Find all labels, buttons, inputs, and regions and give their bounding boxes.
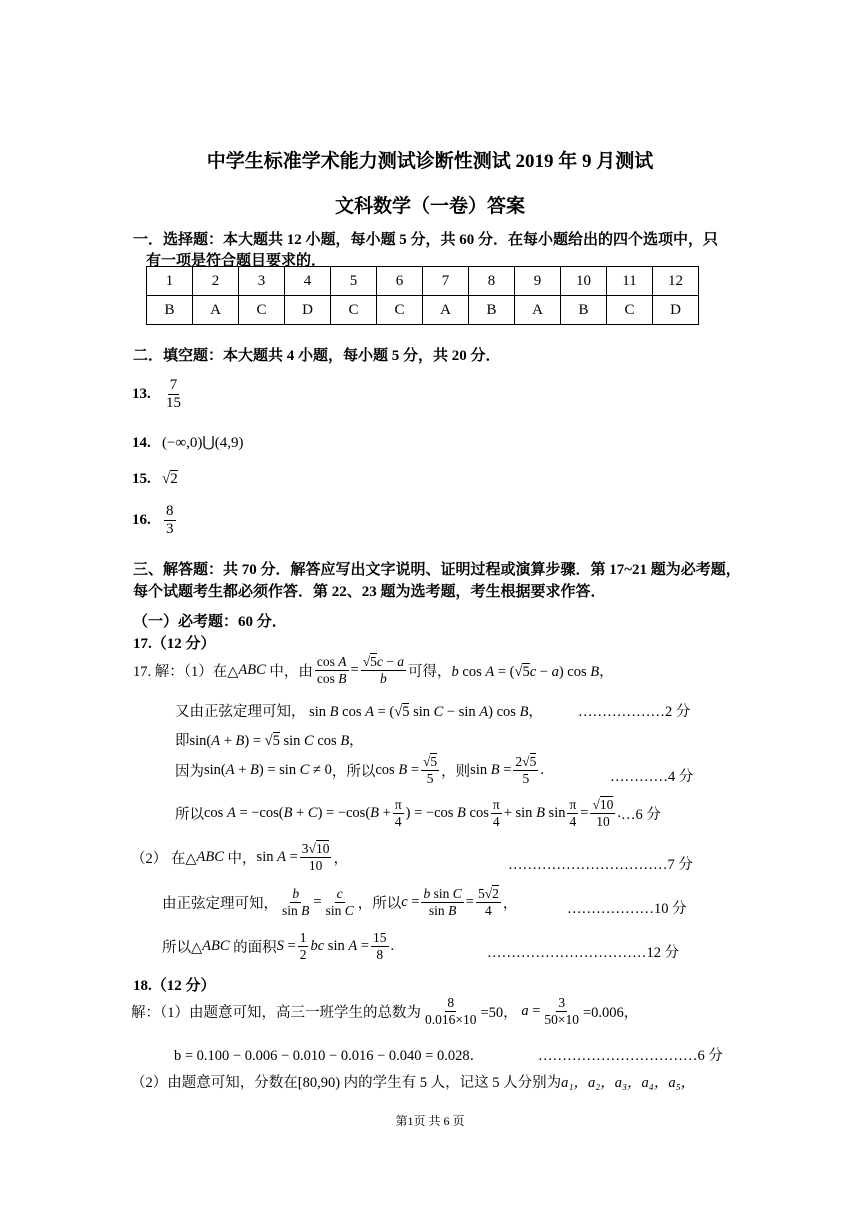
table-cell: 12 [653,267,699,296]
text: 可得， [408,663,452,680]
q17-heading: 17.（12 分） [133,636,216,652]
text: 由正弦定理可知， [162,895,278,912]
table-cell: 9 [515,267,561,296]
score-4: …………4 分 [610,769,694,785]
q18-line1: 解：（1）由题意可知，高三一班学生的总数为 $\frac{8}{0.016\times 10}$ =50， a = $\frac{3}{50\times 10}$ =0.006， [131,995,639,1027]
text: 中，由 [269,663,313,680]
text: 解：（1）由题意可知，高三一班学生的总数为 [131,1004,421,1021]
text: ，则 [441,763,471,780]
score-2: ………………2 分 [578,704,691,720]
page-title: 中学生标准学术能力测试诊断性测试 2019 年 9 月测试 [206,151,654,172]
answer-table-answer-row [147,296,699,325]
sqrt-sign: √ [162,471,171,487]
fraction: $\frac{\pi}{4}$ [569,797,577,829]
q17-line8: 所以△ ABC 的面积 S = $\frac{1}{2}$ bc sin A = $\frac{15}{8}$ . [162,930,395,962]
text: （2） 在△ [131,850,197,867]
score-7: ……………………………7 分 [508,857,693,873]
table-cell: B [561,296,607,325]
answer-15 [132,471,178,488]
table-cell: 11 [607,267,653,296]
section1-line1: 一．选择题：本大题共 12 小题，每小题 5 分，共 60 分．在每小题给出的四个选项中，只 [133,232,719,248]
q18-line2: b = 0.100 − 0.006 − 0.010 − 0.016 − 0.040 = 0.028． [174,1048,485,1064]
variables: a₁，a₂，a₃，a₄，a₅， [561,1075,696,1091]
answer-14 [132,433,243,452]
text: ，所以 [331,763,376,780]
answer-15-radicand: 2 [170,471,178,487]
answer-table [146,266,699,325]
text: =0.006， [583,1004,639,1021]
table-cell: 8 [469,267,515,296]
table-cell: 5 [331,267,377,296]
answer-13-number: 13. [132,386,151,403]
table-cell: D [285,296,331,325]
table-cell: C [607,296,653,325]
table-cell: 7 [423,267,469,296]
q17-line1: 17. 解：（1）在△ ABC 中，由 $\frac{\text{cos A}}{\text{cos B}}$ = $\frac{√5c - a}{b}$ 可得， b cos A = (√5c − a) cos B， [133,654,614,686]
denominator: 15 [166,395,181,412]
fraction: $\frac{3√10}{10}$ [301,841,330,873]
fraction: $\frac{\pi}{4}$ [394,797,402,829]
table-cell: 3 [239,267,285,296]
answer-14-value: (−∞,0)⋃(4,9) [162,435,244,451]
fraction: $\frac{5√2}{4}$ [477,886,499,918]
table-cell: A [193,296,239,325]
text: 的面积 [233,939,277,956]
score-6: …6 分 [621,806,661,823]
q17-line5: 所以 cos A = −cos(B + C) = −cos(B + $\frac{\pi}{4}$ ) = −cos B cos $\frac{\pi}{4}$ + sin B sin $\frac{\pi}{4}$ = $\frac{√10}{10}$ . …6 分 [175,797,661,829]
page-footer: 第1页 共 6 页 [395,1114,465,1128]
q17-line2: 又由正弦定理可知， sin B cos A = (√5 sin C − sin A) cos B， [175,704,543,720]
section3-line1: 三、解答题：共 70 分．解答应写出文字说明、证明过程或演算步骤．第 17~21 题为必考题， [133,562,741,578]
answer-13-fraction [164,377,183,413]
fraction: $\frac{15}{8}$ [373,930,387,962]
q17-line6: （2） 在△ ABC 中， sin A = $\frac{3√10}{10}$ ， [131,841,348,873]
section3-line2: 每个试题考生都必须作答．第 22、23 题为选考题，考生根据要求作答． [133,584,606,600]
fraction: $\frac{√5c - a}{b}$ [362,654,405,686]
table-cell: A [423,296,469,325]
table-cell: 2 [193,267,239,296]
text: 17. 解：（1）在△ [133,663,239,680]
q18-heading: 18.（12 分） [133,978,216,994]
score-12: ……………………………12 分 [487,945,680,961]
answer-table-number-row [147,267,699,296]
page-subtitle: 文科数学（一卷）答案 [334,196,525,217]
fraction: $\frac{√5}{5}$ [423,754,438,786]
table-cell: C [239,296,285,325]
table-cell: 4 [285,267,331,296]
q17-line7: 由正弦定理可知， $\frac{b}{\text{sin B}}$ = $\frac{c}{\text{sin C}}$ ，所以 c = $\frac{\text{b sin C}}{\text{sin B}}$ = $\frac{5√2}{4}$ ， [162,886,518,918]
fraction: $\frac{\text{b sin C}}{\text{sin B}}$ [423,886,462,918]
text: 中， [227,850,257,867]
table-cell: D [653,296,699,325]
answer-16 [132,503,178,539]
fraction: $\frac{2√5}{5}$ [515,754,537,786]
table-cell: B [469,296,515,325]
text: 所以△ [162,939,203,956]
table-cell: C [377,296,423,325]
fraction: $\frac{1}{2}$ [299,930,307,962]
table-cell: A [515,296,561,325]
text: =50， [480,1004,518,1021]
table-cell: C [331,296,377,325]
q18-line3 [131,1071,695,1092]
text: 又由正弦定理可知， [175,704,306,720]
section2-heading: 二．填空题：本大题共 4 小题，每小题 5 分，共 20 分． [133,348,501,364]
required-heading: （一）必考题：60 分． [133,614,287,630]
fraction: $\frac{c}{\text{sin C}}$ [325,886,354,918]
text: 即 [175,733,190,749]
q17-line3: 即sin(A + B) = √5 sin C cos B， [175,733,364,749]
fraction: $\frac{8}{0.016\times 10}$ [425,995,477,1027]
section1-line2: 有一项是符合题目要求的． [146,253,327,269]
answer-16-fraction [164,503,176,539]
text: ，所以 [357,895,402,912]
numerator: 8 [164,503,176,521]
q17-line4: 因为 sin(A + B) = sin C ≠ 0 ，所以 cos B = $\frac{√5}{5}$ ，则 sin B = $\frac{2√5}{5}$ . [175,754,544,786]
score-10: ………………10 分 [567,901,687,917]
numerator: 7 [168,377,180,395]
table-cell: B [147,296,193,325]
fraction: $\frac{b}{\text{sin B}}$ [282,886,310,918]
denominator: 3 [166,521,174,538]
text: 因为 [175,763,204,780]
answer-16-number: 16. [132,512,151,529]
answer-13 [132,377,185,413]
fraction: $\frac{\text{cos A}}{\text{cos B}}$ [316,654,347,686]
fraction: $\frac{√10}{10}$ [592,797,614,829]
score-6b: ……………………………6 分 [538,1048,723,1064]
answer-14-number: 14. [132,435,151,451]
text: （2）由题意可知，分数在[80,90) 内的学生有 5 人，记这 5 人分别为 [131,1075,562,1091]
fraction: $\frac{3}{50\times 10}$ [544,995,579,1027]
fraction: $\frac{\pi}{4}$ [492,797,500,829]
answer-15-number: 15. [132,471,151,487]
table-cell: 6 [377,267,423,296]
table-cell: 10 [561,267,607,296]
table-cell: 1 [147,267,193,296]
text: 所以 [175,806,204,823]
